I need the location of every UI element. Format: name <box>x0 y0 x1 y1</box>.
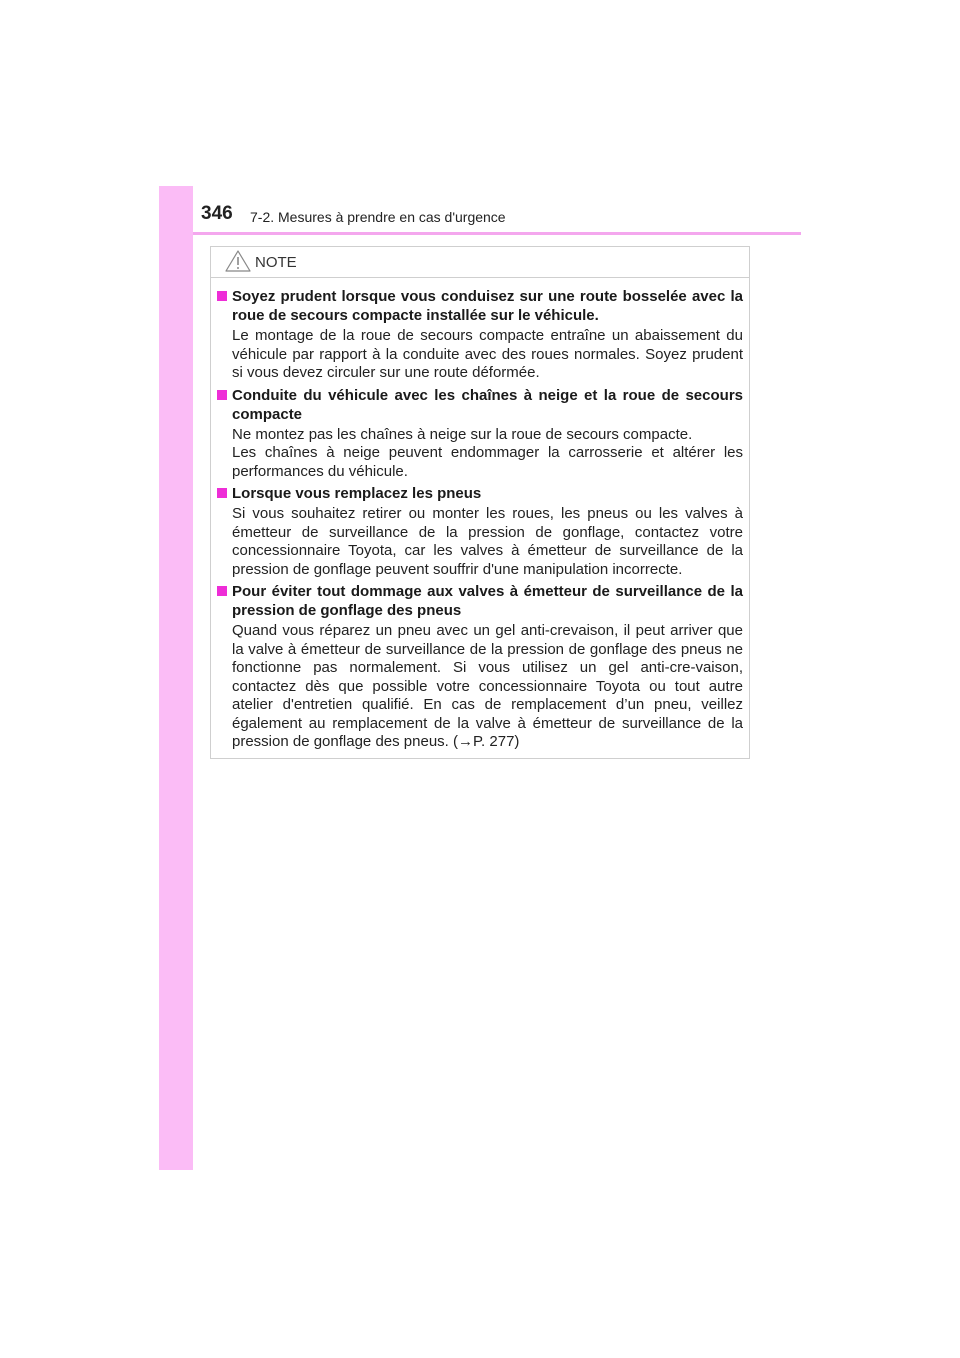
note-body <box>211 287 749 755</box>
header-band <box>159 186 193 230</box>
note-box <box>210 246 750 759</box>
note-item-paragraph: Si vous souhaitez retirer ou monter les roues, les pneus ou les valves à émetteur de surveillance de la pression de gonflage, contactez votre concessionnaire Toyota, car les valves à émetteur de surveillance de la pression de gonflage peuvent souffrir d'une manipulation incorrecte. <box>232 505 743 578</box>
note-item <box>217 582 743 752</box>
note-item-paragraph: Quand vous réparez un pneu avec un gel anti-crevaison, il peut arriver que la valve à émetteur de surveillance de la pression de gonflage des pneus ne fonctionne pas normalement. Si vous utilisez un gel anti-cre-vaison, contactez dès que possible votre concessionnaire Toyota ou tout autre atelier d'entretien qualifié. En cas de remplacement d’un pneu, veillez également au remplacement de la valve à émetteur de surveillance de la pression de gonflage des pneus. (→P. 277) <box>232 622 743 750</box>
warning-triangle-icon <box>225 250 251 272</box>
note-label: NOTE <box>255 254 297 271</box>
note-item-title: Conduite du véhicule avec les chaînes à neige et la roue de secours compacte <box>232 386 743 423</box>
bullet-square-icon <box>217 488 227 498</box>
header-rule <box>193 232 801 235</box>
note-item-paragraph: Le montage de la roue de secours compacte entraîne un abaissement du véhicule par rapport à la conduite avec des roues normales. Soyez prudent si vous devez circuler sur une route déformée. <box>232 327 743 381</box>
section-title: 7-2. Mesures à prendre en cas d'urgence <box>250 209 506 225</box>
note-item-paragraph: Ne montez pas les chaînes à neige sur la roue de secours compacte. <box>232 425 693 443</box>
bullet-square-icon <box>217 291 227 301</box>
bullet-square-icon <box>217 586 227 596</box>
note-item <box>217 386 743 482</box>
page-number: 346 <box>201 203 233 224</box>
note-item-title: Soyez prudent lorsque vous conduisez sur une route bosselée avec la roue de secours compacte installée sur le véhicule. <box>232 288 743 324</box>
note-item-paragraph: Les chaînes à neige peuvent endommager la carrosserie et altérer les performances du véhicule. <box>232 444 743 480</box>
note-item-title: Lorsque vous remplacez les pneus <box>232 485 482 502</box>
note-item <box>217 287 743 383</box>
chapter-side-tab <box>159 186 193 1170</box>
bullet-square-icon <box>217 390 227 400</box>
note-item-title: Pour éviter tout dommage aux valves à émetteur de surveillance de la pression de gonflage des pneus <box>232 583 743 619</box>
note-item <box>217 484 743 579</box>
note-header <box>211 247 749 278</box>
